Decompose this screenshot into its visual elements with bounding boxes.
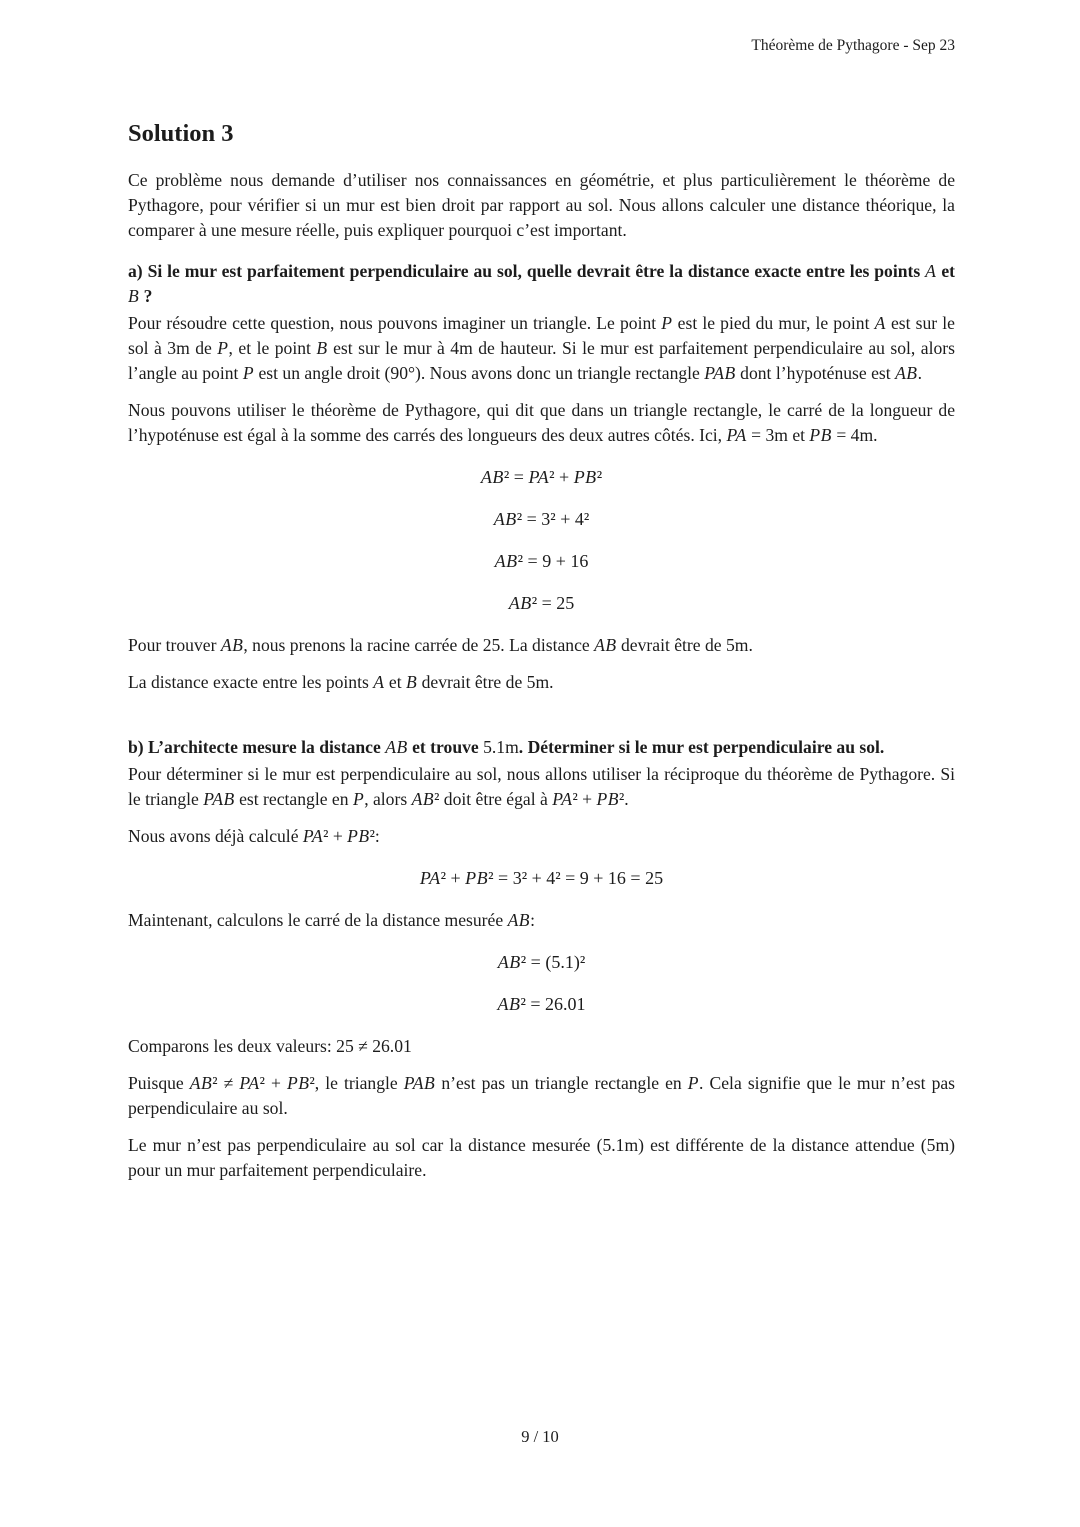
part-b-paragraph-3: Maintenant, calculons le carré de la distance mesurée AB: <box>128 910 535 930</box>
equation-line: AB² = 26.01 <box>497 994 586 1014</box>
equation-block-a <box>128 465 955 616</box>
part-b-comparison: Comparons les deux valeurs: 25 ≠ 26.01 <box>128 1036 412 1056</box>
part-a-paragraph-2: Nous pouvons utiliser le théorème de Pythagore, qui dit que dans un triangle rectangle, le carré de la longueur de l’hypoténuse est égal à la somme des carrés des longueurs des deux autres côtés. Ici, PA = 3m et PB = 4m. <box>128 400 955 445</box>
part-a-paragraph-1: Pour résoudre cette question, nous pouvons imaginer un triangle. Le point P est le pied du mur, le point A est sur le sol à 3m de P, et le point B est sur le mur à 4m de hauteur. Si le mur est parfaitement perpendiculaire au sol, alors l’angle au point P est un angle droit (90°). Nous avons donc un triangle rectangle PAB dont l’hypoténuse est AB. <box>128 313 955 383</box>
part-a-heading: a) Si le mur est parfaitement perpendiculaire au sol, quelle devrait être la distance exacte entre les points A et B ? <box>128 261 955 306</box>
part-b-conclusion-2: Le mur n’est pas perpendiculaire au sol car la distance mesurée (5.1m) est différente de la distance attendue (5m) pour un mur parfaitement perpendiculaire. <box>128 1135 955 1180</box>
part-b-paragraph-2: Nous avons déjà calculé PA² + PB²: <box>128 826 380 846</box>
header-title: Théorème de Pythagore - Sep 23 <box>751 37 955 54</box>
document-content <box>0 119 1080 1183</box>
page-number: 9 / 10 <box>521 1427 559 1446</box>
part-b-heading: b) L’architecte mesure la distance AB et trouve 5.1m. Déterminer si le mur est perpendiculaire au sol. <box>128 737 885 757</box>
section-a <box>128 259 955 695</box>
equation-line: AB² = (5.1)² <box>497 952 586 972</box>
equation-block-b <box>128 950 955 1017</box>
page-footer <box>0 1427 1080 1447</box>
equation-line: AB² = 25 <box>508 593 575 613</box>
part-b-conclusion-1: Puisque AB² ≠ PA² + PB², le triangle PAB n’est pas un triangle rectangle en P. Cela signifie que le mur n’est pas perpendiculaire au sol. <box>128 1073 956 1118</box>
solution-title: Solution 3 <box>128 120 234 147</box>
equation-line: AB² = PA² + PB² <box>480 467 603 487</box>
equation-line: AB² = 3² + 4² <box>493 509 590 529</box>
equation-line: PA² + PB² = 3² + 4² = 9 + 16 = 25 <box>419 868 664 888</box>
part-a-paragraph-3: Pour trouver AB, nous prenons la racine carrée de 25. La distance AB devrait être de 5m. <box>128 635 753 655</box>
section-b <box>128 735 955 1183</box>
part-a-answer: La distance exacte entre les points A et B devrait être de 5m. <box>128 672 554 692</box>
part-b-paragraph-1: Pour déterminer si le mur est perpendiculaire au sol, nous allons utiliser la réciproque du théorème de Pythagore. Si le triangle PAB est rectangle en P, alors AB² doit être égal à PA² + PB². <box>128 764 955 809</box>
equation-line: AB² = 9 + 16 <box>494 551 589 571</box>
page-header <box>0 0 1080 56</box>
intro-paragraph: Ce problème nous demande d’utiliser nos connaissances en géométrie, et plus particulièrement le théorème de Pythagore, pour vérifier si un mur est bien droit par rapport au sol. Nous allons calculer une distance théorique, la comparer à une mesure réelle, puis expliquer pourquoi c’est important. <box>128 170 955 240</box>
